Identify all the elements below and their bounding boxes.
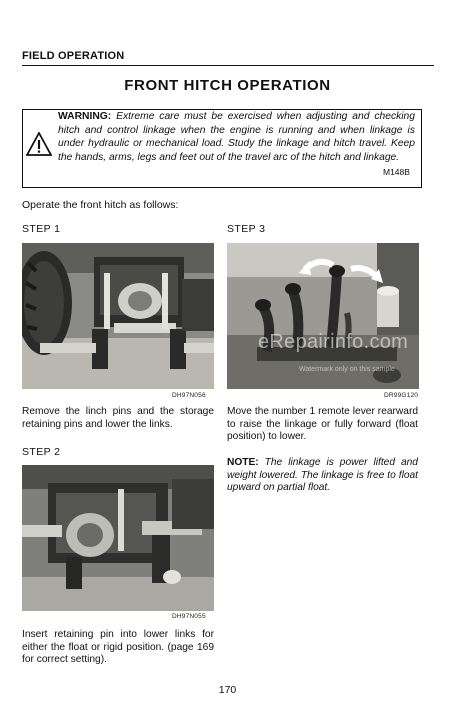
watermark-subtext: Watermark only on this sample bbox=[299, 366, 395, 373]
step-3-label: STEP 3 bbox=[227, 223, 266, 235]
warning-label: WARNING: bbox=[58, 111, 112, 122]
section-heading: FIELD OPERATION bbox=[22, 50, 125, 62]
step-2-photo bbox=[22, 465, 214, 611]
page-title: FRONT HITCH OPERATION bbox=[124, 77, 331, 94]
step-1-label: STEP 1 bbox=[22, 223, 61, 235]
watermark-text: eRepairinfo.com bbox=[258, 331, 409, 353]
warning-text bbox=[58, 110, 415, 164]
intro-text: Operate the front hitch as follows: bbox=[22, 199, 179, 211]
warning-triangle-icon bbox=[26, 132, 52, 156]
step-2-text: Insert retaining pin into lower links for either the float or rigid position. (page 169 for correct setting). bbox=[22, 629, 214, 666]
step-2-image-code: DH97N055 bbox=[172, 613, 206, 620]
warning-body: Extreme care must be exercised when adjusting and checking hitch and control linkage when the engine is running and when linkage is under hydraulic or mechanical load. Study the linkage and hitch travel. Keep the hands, arms, legs and feet out of the travel arc of the hitch and linkage. bbox=[58, 111, 415, 163]
step-1-image-code: DH97N056 bbox=[172, 392, 206, 399]
page-number: 170 bbox=[218, 684, 237, 696]
header-rule bbox=[22, 65, 434, 66]
note-label: NOTE: bbox=[227, 457, 259, 468]
warning-code: M148B bbox=[383, 167, 410, 177]
step-1-photo bbox=[22, 243, 214, 389]
step-3-text: Move the number 1 remote lever rearward to raise the linkage or fully forward (float position) to lower. bbox=[227, 406, 418, 443]
note-body: The linkage is power lifted and weight lowered. The linkage is free to float upward on partial float. bbox=[227, 457, 418, 494]
step-3-note bbox=[227, 457, 418, 495]
step-3-image-code: DR99G120 bbox=[384, 392, 419, 399]
step-2-label: STEP 2 bbox=[22, 446, 61, 458]
step-1-text: Remove the linch pins and the storage retaining pins and lower the links. bbox=[22, 406, 214, 430]
